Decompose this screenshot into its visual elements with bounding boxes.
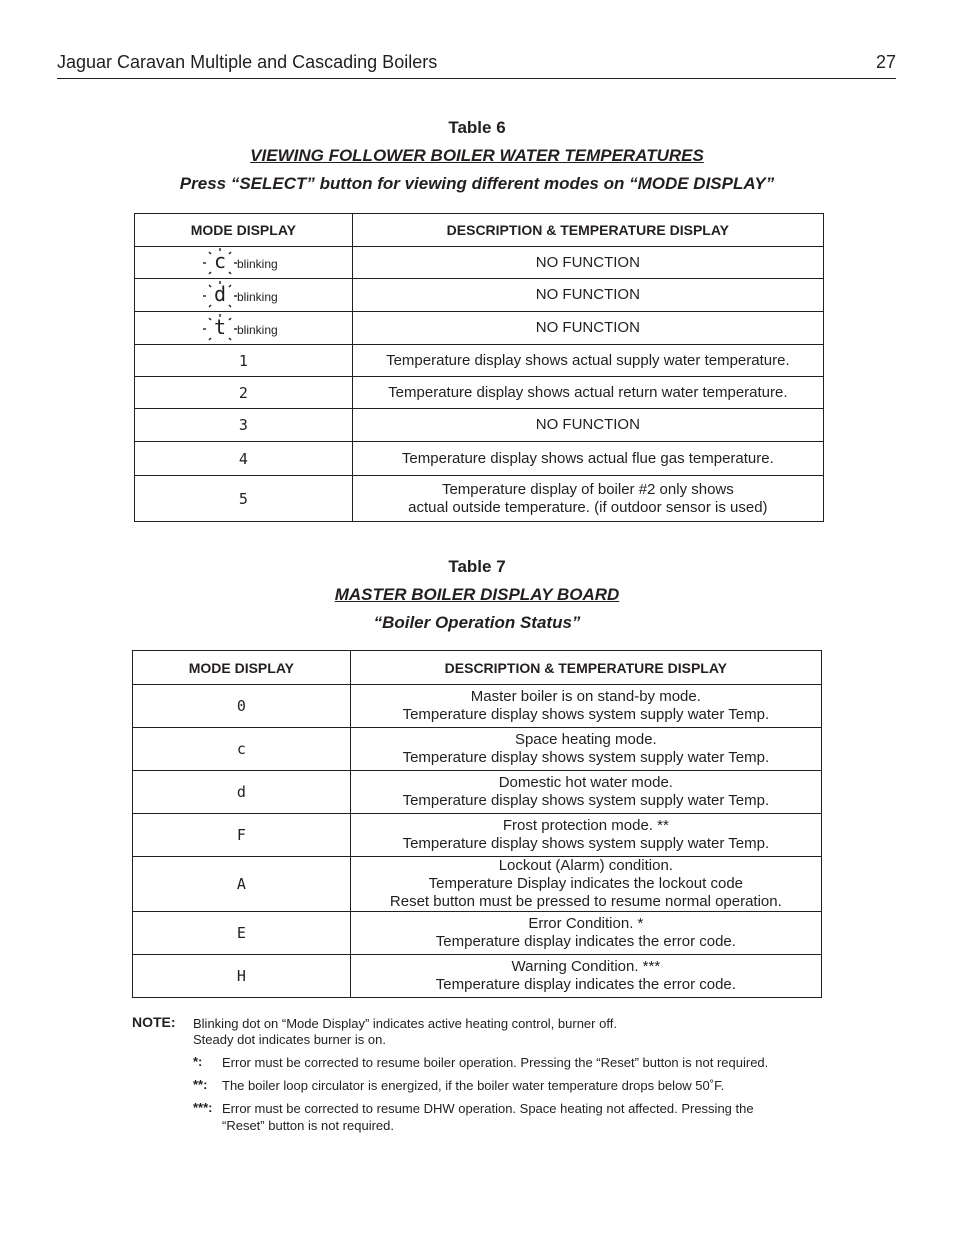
desc-line: Space heating mode. [514, 731, 657, 748]
desc-cell: NO FUNCTION [352, 312, 823, 345]
mode-cell: c [133, 728, 351, 771]
blink-rays-icon [203, 281, 237, 311]
desc-cell [350, 955, 821, 998]
header-title: Jaguar Caravan Multiple and Cascading Boilers [57, 52, 438, 72]
desc-line: Temperature display of boiler #2 only shows [441, 480, 734, 498]
desc-line: Master boiler is on stand-by mode. [470, 688, 701, 705]
table6-subtitle: Press “SELECT” button for viewing different modes on “MODE DISPLAY” [179, 174, 775, 193]
blink-rays-icon [203, 248, 237, 278]
mode-cell: 4 [135, 442, 353, 476]
mode-cell [135, 247, 353, 279]
table-row [133, 728, 822, 771]
table7-col-mode: MODE DISPLAY [133, 651, 351, 685]
desc-line: Warning Condition. *** [511, 958, 661, 975]
desc-cell: NO FUNCTION [352, 279, 823, 312]
table-row [135, 442, 824, 476]
segment-display-c-icon: c [209, 252, 231, 270]
desc-cell [352, 476, 823, 522]
page-number: 27 [875, 52, 896, 72]
table-row [133, 955, 822, 998]
desc-line: Temperature display shows system supply water Temp. [402, 792, 770, 809]
mode-cell: 0 [133, 685, 351, 728]
desc-cell: NO FUNCTION [352, 409, 823, 442]
table6-col-mode: MODE DISPLAY [135, 214, 353, 247]
desc-line: Error Condition. * [528, 915, 644, 932]
table7 [132, 650, 822, 998]
footnote-mark: ***: [193, 1100, 213, 1115]
desc-line: Temperature display shows system supply water Temp. [402, 835, 770, 852]
footnote-text: The boiler loop circulator is energized, if the boiler water temperature drops below 50˚F. [222, 1078, 725, 1093]
table7-number: Table 7 [448, 557, 506, 576]
blink-rays-icon [203, 314, 237, 344]
desc-cell: NO FUNCTION [352, 247, 823, 279]
note-label: NOTE: [132, 1014, 176, 1030]
table-row [135, 247, 824, 279]
table-row [133, 912, 822, 955]
table7-col-desc: DESCRIPTION & TEMPERATURE DISPLAY [350, 651, 821, 685]
table-row [135, 279, 824, 312]
desc-line: Temperature display indicates the error code. [435, 976, 736, 993]
desc-cell: Temperature display shows actual flue gas temperature. [352, 442, 823, 476]
desc-line: Reset button must be pressed to resume normal operation. [389, 893, 782, 910]
mode-cell: 3 [135, 409, 353, 442]
table-row [135, 345, 824, 377]
mode-cell: H [133, 955, 351, 998]
desc-line: Frost protection mode. ** [502, 817, 669, 834]
footnote-text: Error must be corrected to resume boiler operation. Pressing the “Reset” button is not required. [222, 1055, 769, 1070]
desc-cell: Temperature display shows actual return water temperature. [352, 377, 823, 409]
table-row [133, 685, 822, 728]
desc-cell [350, 857, 821, 912]
table-row [135, 476, 824, 522]
mode-cell: d [133, 771, 351, 814]
desc-line: Temperature display shows system supply water Temp. [402, 706, 770, 723]
mode-cell [135, 312, 353, 345]
desc-line: Temperature Display indicates the lockout code [428, 875, 744, 892]
table-row [133, 771, 822, 814]
table7-name: MASTER BOILER DISPLAY BOARD [334, 585, 620, 604]
desc-line: Temperature display indicates the error code. [435, 933, 736, 950]
footnote-text: Error must be corrected to resume DHW operation. Space heating not affected. Pressing the “Reset” button is not required. [222, 1101, 754, 1133]
blinking-label: blinking [237, 257, 278, 271]
mode-cell: 2 [135, 377, 353, 409]
table7-subtitle: “Boiler Operation Status” [373, 613, 581, 632]
footnote-mark: *: [193, 1054, 203, 1069]
desc-cell [350, 728, 821, 771]
mode-cell: A [133, 857, 351, 912]
desc-cell [350, 685, 821, 728]
desc-line: Lockout (Alarm) condition. [498, 857, 673, 874]
note-line: Steady dot indicates burner is on. [193, 1032, 386, 1047]
desc-cell [350, 814, 821, 857]
table-row [133, 814, 822, 857]
note-line: Blinking dot on “Mode Display” indicates active heating control, burner off. [193, 1016, 617, 1031]
mode-cell: F [133, 814, 351, 857]
segment-display-t-icon: t [209, 318, 231, 336]
table6-name: VIEWING FOLLOWER BOILER WATER TEMPERATURES [250, 146, 704, 165]
page-header [57, 52, 896, 79]
segment-display-d-icon: d [209, 285, 231, 303]
table-row [133, 857, 822, 912]
desc-cell [350, 912, 821, 955]
desc-cell: Temperature display shows actual supply water temperature. [352, 345, 823, 377]
desc-line: actual outside temperature. (if outdoor sensor is used) [408, 498, 768, 516]
table-row [135, 377, 824, 409]
table6-number: Table 6 [448, 118, 506, 137]
blinking-label: blinking [237, 289, 278, 304]
desc-line: Temperature display shows system supply water Temp. [402, 749, 770, 766]
mode-cell [135, 279, 353, 312]
footnote-mark: **: [193, 1077, 208, 1092]
mode-cell: E [133, 912, 351, 955]
mode-cell: 1 [135, 345, 353, 377]
desc-cell [350, 771, 821, 814]
mode-cell: 5 [135, 476, 353, 522]
table-row [135, 409, 824, 442]
blinking-label: blinking [237, 322, 278, 337]
table6-col-desc: DESCRIPTION & TEMPERATURE DISPLAY [352, 214, 823, 247]
table6 [134, 213, 824, 522]
table-row [135, 312, 824, 345]
desc-line: Domestic hot water mode. [498, 774, 673, 791]
